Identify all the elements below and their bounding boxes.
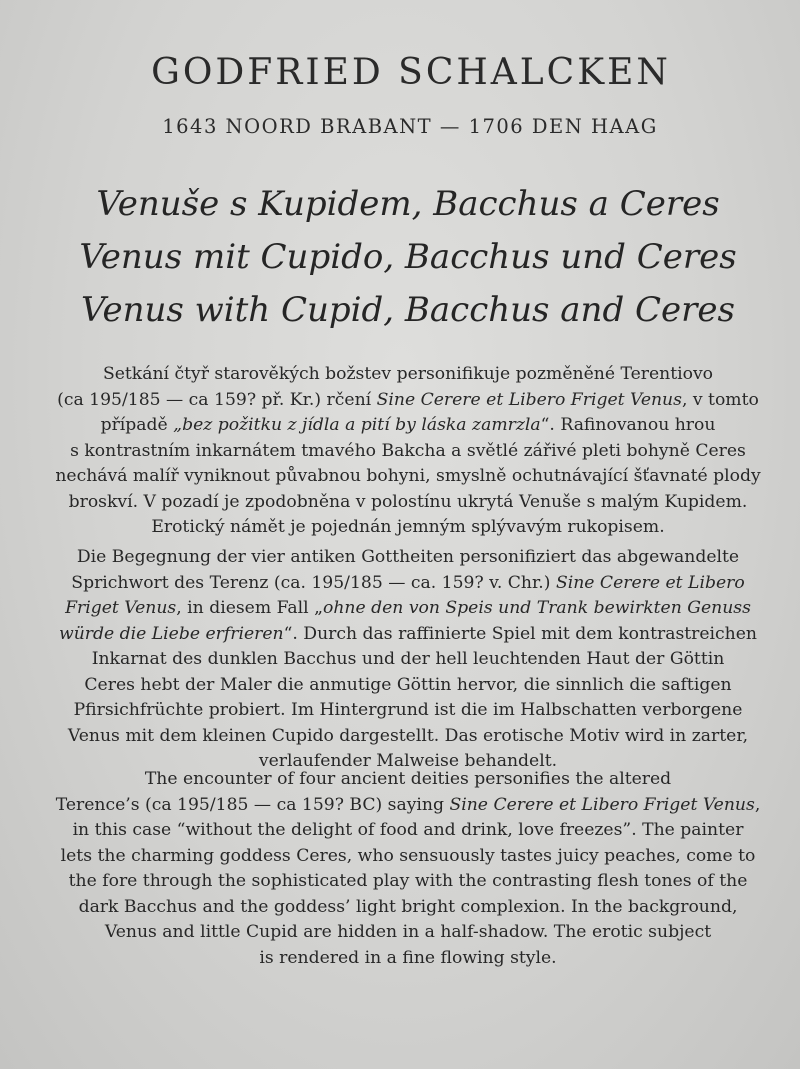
title-german: Venus mit Cupido, Bacchus und Ceres: [79, 237, 737, 277]
text-line: Ceres hebt der Maler die anmutige Göttin hervor, die sinnlich die saftigen: [84, 674, 732, 695]
text-line: Inkarnat des dunklen Bacchus und der hell leuchtenden Haut der Göttin: [91, 649, 725, 669]
text-line: Venus and little Cupid are hidden in a half-shadow. The erotic subject: [104, 922, 712, 942]
text-line: Terence’s (ca 195/185 — ca 159? BC) saying Sine Cerere et Libero Friget Venus,: [55, 794, 761, 815]
text-line: Setkání čtyř starověkých božstev personifikuje pozměněné Terentiovo: [102, 364, 714, 384]
text-line: in this case “without the delight of food and drink, love freezes”. The painter: [72, 820, 744, 840]
description-english: [0, 767, 800, 971]
text-line: Pfirsichfrüchte probiert. Im Hintergrund ist die im Halbschatten verborgene: [73, 700, 743, 720]
text-line: is rendered in a fine flowing style.: [259, 947, 557, 968]
artist-name: GODFRIED SCHALCKEN: [151, 52, 671, 93]
text-line: Friget Venus, in diesem Fall „ohne den von Speis und Trank bewirkten Genuss: [65, 598, 751, 618]
text-line: verlaufender Malweise behandelt.: [258, 751, 558, 771]
text-line: broskví. V pozadí je zpodobněna v polostínu ukrytá Venuše s malým Kupidem.: [68, 491, 748, 512]
text-line: würde die Liebe erfrieren“. Durch das raffinierte Spiel mit dem kontrastreichen: [59, 623, 757, 644]
text-line: lets the charming goddess Ceres, who sensuously tastes juicy peaches, come to: [60, 845, 756, 866]
text-line: Die Begegnung der vier antiken Gottheiten personifiziert das abgewandelte: [76, 547, 740, 567]
title-czech: Venuše s Kupidem, Bacchus a Ceres: [96, 184, 720, 224]
text-line: Erotický námět je pojednán jemným splývavým rukopisem.: [151, 517, 665, 537]
description-czech: [0, 362, 800, 541]
artist-dates: 1643 NOORD BRABANT — 1706 DEN HAAG: [162, 115, 658, 138]
description-german: [0, 545, 800, 775]
text-line: The encounter of four ancient deities personifies the altered: [144, 769, 672, 789]
text-line: the fore through the sophisticated play with the contrasting flesh tones of the: [68, 871, 748, 891]
text-line: Venus mit dem kleinen Cupido dargestellt. Das erotische Motiv wird in zarter,: [67, 725, 749, 746]
text-line: s kontrastním inkarnátem tmavého Bakcha a světlé zářivé pleti bohyně Ceres: [70, 440, 746, 461]
artwork-titles: [0, 178, 800, 337]
text-line: nechává malíř vyniknout půvabnou bohyni, smyslně ochutnávající šťavnaté plody: [55, 466, 761, 486]
text-line: dark Bacchus and the goddess’ light bright complexion. In the background,: [78, 896, 738, 917]
text-line: případě „bez požitku z jídla a pití by láska zamrzla“. Rafinovanou hrou: [100, 415, 716, 435]
title-english: Venus with Cupid, Bacchus and Ceres: [81, 290, 735, 330]
text-line: Sprichwort des Terenz (ca. 195/185 — ca. 159? v. Chr.) Sine Cerere et Libero: [71, 572, 745, 593]
text-line: (ca 195/185 — ca 159? př. Kr.) rčení Sine Cerere et Libero Friget Venus, v tomto: [57, 389, 759, 410]
